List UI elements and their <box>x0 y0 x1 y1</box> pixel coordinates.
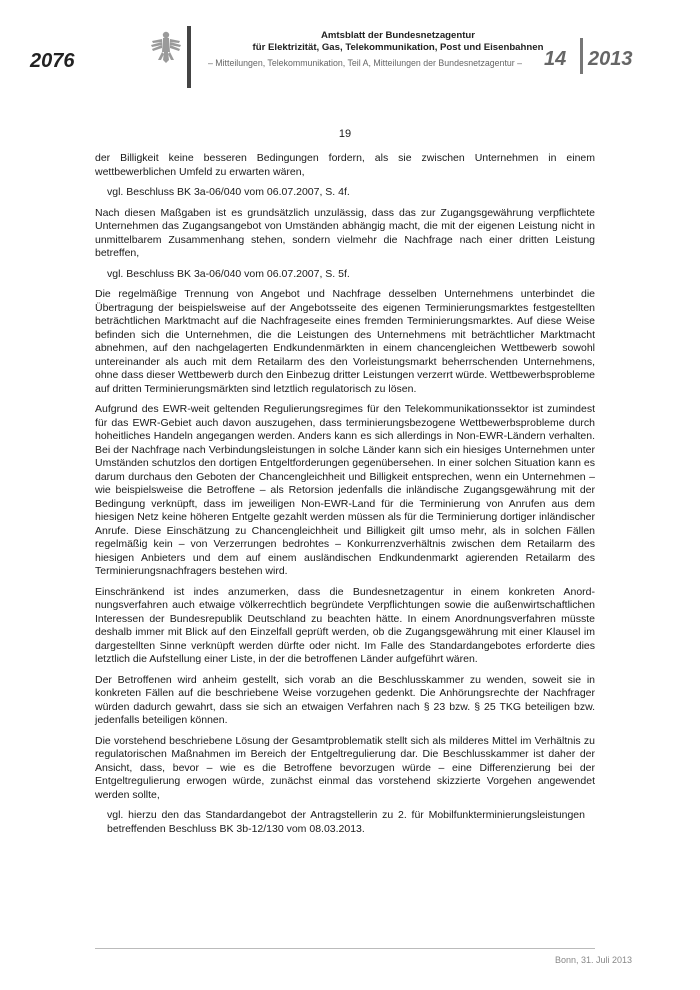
federal-eagle-icon <box>150 30 182 66</box>
document-body <box>95 128 595 843</box>
journal-title-line2: für Elektrizität, Gas, Telekommunikation, Post und Eisenbahnen <box>252 42 544 53</box>
paragraph: Nach diesen Maßgaben ist es grundsätzlich unzulässig, dass das zur Zugangsgewährung verpflichtete Unternehmen das Zugangsangebot von Umständen abhängig macht, die mit der eigenen Leistung nicht in unmittelbarem Zusammenhang stehen, sondern vielmehr die Nachfrage nach einer dritten Leistung betreffen, <box>95 206 595 259</box>
citation: vgl. hierzu den das Standardangebot der Antragstellerin zu 2. für Mobilfunkterminierungsleistungen betreffenden Beschluss BK 3b-12/130 vom 08.03.2013. <box>107 809 585 835</box>
paragraph: Die regelmäßige Trennung von Angebot und Nachfrage desselben Unternehmens unterbindet die Übertragung der beispielsweise auf der Angebotsseite des eigenen Terminierungsmarktes festgestellten beträchtlichen Marktmacht auf die Nachfrageseite eines fremden Terminierungsmarktes. Auf diese Weise befinden sich die Unternehmen, die die Leistungen des Unternehmens mit beträchtlicher Marktmacht abnehmen, auf den nachgelagerten Endkundenmärkten in einem chancengleichen Wettbewerb sowohl untereinander als auch mit dem Retailarm des den Vorleistungsmarkt beherrschenden Unternehmens, ohne dass dieser Wettbewerb durch den Einbezug dritter Leistungen verzerrt würde. Wettbewerbsprobleme auf dritten Terminierungsmärkten sind letztlich regulatorisch zu lösen. <box>95 288 595 395</box>
journal-title-line1: Amtsblatt der Bundesnetzagentur <box>320 30 476 41</box>
header-divider <box>187 26 191 88</box>
footer-place-date: Bonn, 31. Juli 2013 <box>554 955 632 965</box>
issue-divider <box>580 38 583 74</box>
issue-number: 14 <box>544 48 567 70</box>
citation: vgl. Beschluss BK 3a-06/040 vom 06.07.2007, S. 5f. <box>107 267 350 280</box>
paragraph: Die vorstehend beschriebene Lösung der Gesamtproblematik stellt sich als milderes Mittel im Verhältnis zu regulatorischen Maßnahmen im Bereich der Entgeltregulierung dar. Die Beschlusskammer ist daher der Ansicht, dass, bevor – wie es die Betroffene bevorzugen würde – eine Differenzierung bei der Entgeltregulierung erwogen würde, zunächst einmal das vorstehend skizzierte Vorgehen angewendet werden sollte, <box>95 734 595 801</box>
footer-divider <box>95 948 595 949</box>
journal-subtitle: – Mitteilungen, Telekommunikation, Teil A, Mitteilungen der Bundesnetzagentur – <box>207 58 523 68</box>
journal-title <box>198 30 598 54</box>
paragraph: Einschränkend ist indes anzumerken, dass die Bundesnetzagentur in einem konkreten Anordnungsverfahren auch etwaige völkerrechtlich begründete Verpflichtungen sowie die außenwirtschaftlichen Interessen der Bundesrepublik Deutschland zu beachten hätte. In einem Anordnungsverfahren müsste deshalb immer mit Blick auf den Einzelfall geprüft werden, ob die Zugangsgewährung mit einer Klausel im dargestellten Sinne verknüpft werden dürfte oder nicht. Im Falle des Standardangebotes erforderte dies letztlich die Aufstellung einer Liste, in der die betroffenen Länder aufgeführt wären. <box>95 585 595 665</box>
page-number: 2076 <box>30 50 75 72</box>
paragraph: Der Betroffenen wird anheim gestellt, sich vorab an die Beschlusskammer zu wenden, soweit sie in konkreten Fällen auf die beschriebene Weise vorzugehen gedenkt. Die Anhörungsrechte der Nachfrager würden dadurch gewahrt, dass sie sich an etwaigen Verfahren nach § 23 bzw. § 25 TKG beteiligen bzw. jedenfalls beteiligen können. <box>95 673 595 726</box>
paragraph: der Billigkeit keine besseren Bedingungen fordern, als sie zwischen Unternehmen in einem wettbewerblichen Umfeld zu erwarten wären, <box>95 152 595 178</box>
paragraph: Aufgrund des EWR-weit geltenden Regulierungsregimes für den Telekommunikationssektor ist zumindest für das EWR-Gebiet auch davon auszugehen, dass terminierungsbezogene Wettbewerbsprobleme durch hoheitliches Handeln angegangen werden. Anders kann es sich allerdings in Non-EWR-Ländern verhalten. Bei der Nachfrage nach Verbindungsleistungen in solche Länder kann sich ein hiesiges Unternehmen unter Umständen schutzlos den dortigen Entgeltforderungen gegenübersehen. In einer solchen Situation kann es darum durchaus den Geboten der Chancengleichheit und Billigkeit entsprechen, wenn ein Unternehmen – wie beispielsweise die Betroffene – als Retorsion jedenfalls die inländische Zugangsgewährung mit der Bedingung verknüpft, dass im jeweiligen Non-EWR-Land für die Terminierung von Anrufen aus dem hiesigen Netz keine höheren Entgelte gezahlt werden müssen als für die Terminierung dortiger inländischer Anrufe. Diese Einschätzung zu Chancengleichheit und Billigkeit gilt umso mehr, als in solchen Fällen regelmäßig kein – von Verzerrungen bedrohtes – Konkurrenzverhältnis zwischen dem Retailarm des hiesigen Anbieters und dem auf einem ausländischen Endkundenmarkt agierenden Retailarm des Terminierungsnachfragers bestehen wird. <box>95 403 595 577</box>
document-page-number: 19 <box>338 128 352 140</box>
citation: vgl. Beschluss BK 3a-06/040 vom 06.07.2007, S. 4f. <box>107 186 350 198</box>
issue-year: 2013 <box>588 48 633 70</box>
